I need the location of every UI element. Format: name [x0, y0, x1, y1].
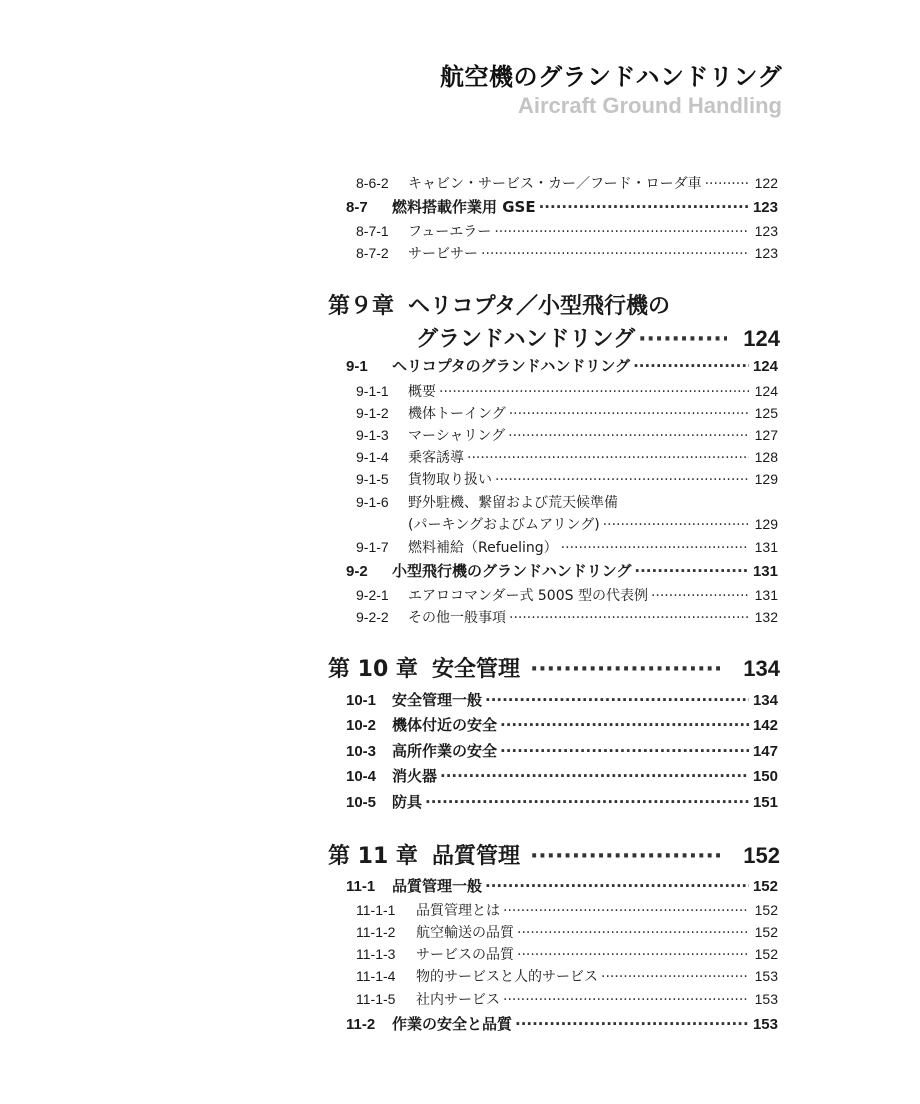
toc-entry: [356, 381, 778, 403]
section-title: 物的サービスと人的サービス: [416, 969, 598, 985]
dot-leader: [440, 767, 749, 785]
section-title: 機体トーイング: [408, 406, 506, 422]
section-number: 9-1-5: [356, 471, 389, 487]
dot-leader: [439, 384, 749, 400]
chapter-title: 安全管理: [431, 657, 520, 682]
toc-entry: [356, 173, 778, 195]
page-number: 131: [754, 539, 778, 555]
section-number: 11-1-3: [356, 946, 396, 962]
dot-leader: [503, 992, 749, 1008]
section-title: 高所作業の安全: [392, 742, 498, 760]
page-number: 142: [752, 717, 778, 734]
page-number: 131: [752, 563, 778, 580]
section-title: キャビン・サービス・カー／フード・ローダ車: [408, 176, 702, 192]
page-number: 123: [752, 199, 778, 216]
dot-leader: [517, 947, 749, 963]
toc-entry: [346, 689, 778, 713]
section-title: その他一般事項: [408, 610, 506, 626]
page-number: 129: [754, 516, 778, 532]
page-header: [440, 62, 782, 120]
toc-entry: [346, 714, 778, 738]
toc-entry: [356, 469, 778, 491]
dot-leader: [561, 540, 749, 556]
section-number: 9-1-4: [356, 449, 389, 465]
dot-leader: [539, 198, 749, 216]
dot-leader: [500, 716, 749, 734]
section-number: 10-1: [346, 692, 377, 709]
section-number: 10-2: [346, 717, 377, 734]
dot-leader: [633, 357, 749, 375]
page-number: 124: [743, 326, 780, 351]
toc-entry: [346, 196, 778, 220]
section-title: 概要: [408, 384, 436, 400]
section-title: 貨物取り扱い: [408, 472, 492, 488]
dot-leader: [638, 327, 727, 352]
section-title: 防具: [392, 793, 423, 811]
dot-leader: [509, 406, 749, 422]
page-number: 129: [754, 471, 778, 487]
toc-entry: [346, 765, 778, 789]
chapter-heading-continued: [416, 322, 780, 354]
dot-leader: [481, 246, 749, 262]
page-number: 122: [754, 175, 778, 191]
section-number: 8-7-2: [356, 245, 389, 261]
dot-leader: [508, 428, 749, 444]
section-number: 11-1: [346, 878, 376, 895]
section-title: サービスの品質: [416, 947, 514, 963]
section-number: 11-2: [346, 1016, 376, 1033]
toc-entry: [356, 403, 778, 425]
dot-leader: [530, 657, 720, 682]
page-number: 152: [754, 946, 778, 962]
chapter-title: 品質管理: [431, 844, 520, 869]
toc-entry: [356, 447, 778, 469]
dot-leader: [495, 472, 749, 488]
section-title: マーシャリング: [408, 428, 506, 444]
section-number: 9-1-3: [356, 427, 389, 443]
section-title: 品質管理一般: [392, 877, 483, 895]
section-title: フューエラー: [408, 224, 492, 240]
section-number: 9-1-7: [356, 539, 389, 555]
section-number: 11-1-5: [356, 991, 396, 1007]
section-number: 8-6-2: [356, 175, 389, 191]
dot-leader: [517, 925, 749, 941]
chapter-title: ヘリコプタ／小型飛行機の: [408, 294, 671, 319]
page-number: 128: [754, 449, 778, 465]
toc-entry: [356, 989, 778, 1011]
toc-entry: [356, 243, 778, 265]
section-title: 作業の安全と品質: [392, 1015, 513, 1033]
section-title: 消火器: [392, 767, 438, 785]
page-number: 124: [754, 383, 778, 399]
section-title: 機体付近の安全: [392, 716, 498, 734]
section-number: 11-1-4: [356, 968, 396, 984]
page-number: 123: [754, 223, 778, 239]
page-number: 124: [752, 358, 778, 375]
section-title: 安全管理一般: [392, 691, 483, 709]
page-number: 152: [754, 924, 778, 940]
section-number: 9-2-1: [356, 587, 389, 603]
toc-entry: [356, 221, 778, 243]
page-number: 152: [754, 902, 778, 918]
section-title: 燃料補給（Refueling）: [408, 540, 558, 556]
page-number: 132: [754, 609, 778, 625]
dot-leader: [500, 742, 749, 760]
section-number: 8-7: [346, 199, 368, 216]
toc-entry: [346, 791, 778, 815]
dot-leader: [485, 691, 749, 709]
chapter-number: 第 11 章: [328, 844, 418, 869]
section-title: 乗客誘導: [408, 450, 464, 466]
section-title: 航空輸送の品質: [416, 925, 514, 941]
section-title: 小型飛行機のグランドハンドリング: [392, 562, 632, 580]
dot-leader: [494, 224, 749, 240]
book-title-japanese: 航空機のグランドハンドリング: [439, 63, 782, 91]
book-title-english: Aircraft Ground Handling: [518, 93, 782, 118]
toc-entry: [346, 875, 778, 899]
dot-leader: [467, 450, 749, 466]
dot-leader: [503, 903, 749, 919]
chapter-heading: [328, 839, 780, 871]
dot-leader: [515, 1015, 749, 1033]
section-title: (パーキングおよびムアリング): [408, 517, 600, 533]
page-number: 127: [754, 427, 778, 443]
dot-leader: [603, 517, 749, 533]
section-number: 10-4: [346, 768, 377, 785]
chapter-number: 第 10 章: [328, 657, 418, 682]
page-number: 123: [754, 245, 778, 261]
page-number: 153: [754, 968, 778, 984]
chapter-heading: [328, 289, 670, 321]
section-number: 9-2: [346, 563, 368, 580]
toc-entry: [356, 492, 618, 514]
page-number: 151: [752, 794, 778, 811]
toc-entry: [356, 966, 778, 988]
toc-entry: [356, 900, 778, 922]
dot-leader: [705, 176, 749, 192]
page-number: 147: [752, 743, 778, 760]
dot-leader: [651, 588, 749, 604]
section-number: 9-1-6: [356, 494, 389, 510]
section-number: 10-3: [346, 743, 377, 760]
toc-entry: [346, 355, 778, 379]
section-number: 11-1-1: [356, 902, 396, 918]
section-title: 品質管理とは: [416, 903, 500, 919]
page-number: 153: [752, 1016, 778, 1033]
section-number: 10-5: [346, 794, 377, 811]
page-number: 134: [752, 692, 778, 709]
page-number: 134: [743, 656, 780, 681]
toc-entry-continued: [408, 514, 778, 536]
page-number: 150: [752, 768, 778, 785]
toc-entry: [356, 425, 778, 447]
section-title: 燃料搭載作業用 GSE: [392, 198, 536, 216]
page-number: 153: [754, 991, 778, 1007]
chapter-title: グランドハンドリング: [416, 327, 636, 352]
section-number: 9-1-1: [356, 383, 389, 399]
section-title: 社内サービス: [416, 992, 500, 1008]
chapter-number: 第９章: [328, 294, 395, 319]
section-number: 9-1: [346, 358, 368, 375]
section-title: ヘリコプタのグランドハンドリング: [392, 357, 631, 375]
toc-entry: [356, 585, 778, 607]
toc-entry: [356, 607, 778, 629]
toc-entry: [346, 1013, 778, 1037]
toc-entry: [356, 944, 778, 966]
toc-entry: [346, 740, 778, 764]
dot-leader: [601, 969, 749, 985]
dot-leader: [425, 793, 749, 811]
toc-entry: [356, 537, 778, 559]
section-number: 9-1-2: [356, 405, 389, 421]
dot-leader: [485, 877, 749, 895]
section-title: 野外駐機、繋留および荒天候準備: [408, 495, 618, 511]
dot-leader: [530, 844, 720, 869]
page-number: 152: [743, 843, 780, 868]
section-number: 8-7-1: [356, 223, 389, 239]
dot-leader: [634, 562, 749, 580]
section-title: サービサー: [408, 246, 478, 262]
toc-entry: [346, 560, 778, 584]
chapter-heading: [328, 652, 780, 684]
page-number: 152: [752, 878, 778, 895]
section-title: エアロコマンダー式 500S 型の代表例: [408, 588, 648, 604]
toc-entry: [356, 922, 778, 944]
dot-leader: [509, 610, 749, 626]
page-number: 131: [754, 587, 778, 603]
section-number: 9-2-2: [356, 609, 389, 625]
page-number: 125: [754, 405, 778, 421]
section-number: 11-1-2: [356, 924, 396, 940]
